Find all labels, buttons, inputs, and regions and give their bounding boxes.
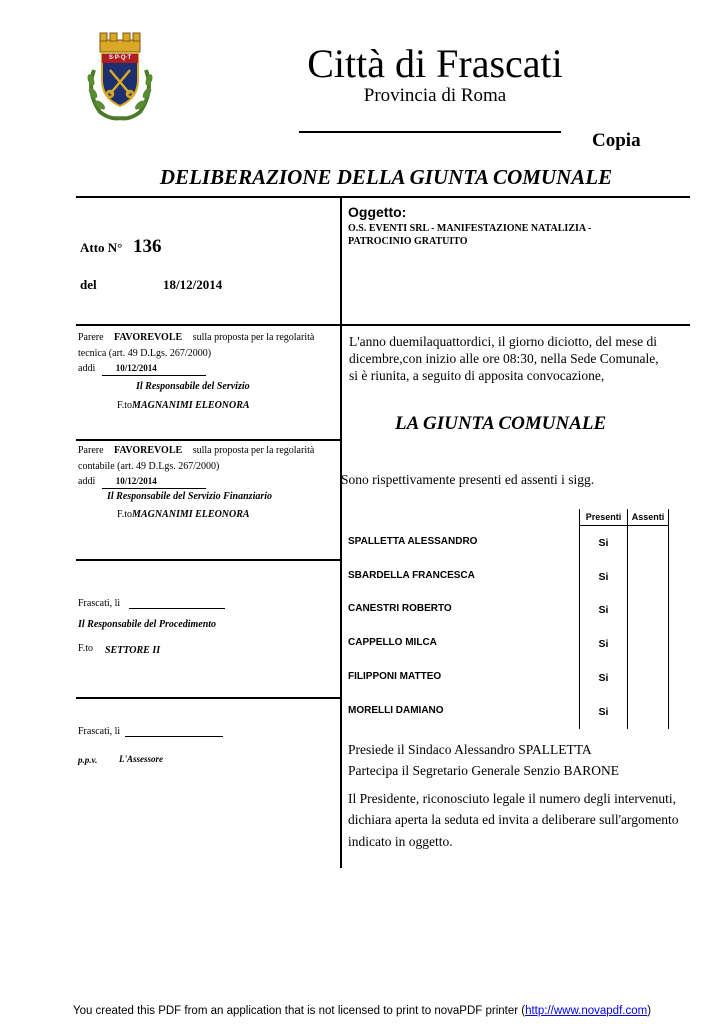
conclusion-line-1: Il Presidente, riconosciuto legale il numero degli intervenuti,: [348, 791, 677, 806]
intro-line-1: L'anno duemilaquattordici, il giorno diciotto, del mese di: [349, 334, 657, 349]
city-title: Città di Frascati: [307, 41, 563, 86]
fto-label: F.to: [117, 509, 133, 520]
member-name: FILIPPONI MATTEO: [348, 671, 442, 682]
assessore-ppv: p.p.v.: [78, 755, 98, 765]
parere-contabile-addi: [78, 475, 206, 489]
city-crest: [84, 30, 156, 122]
atto-number: 136: [133, 236, 162, 257]
responsabile-name: MAGNANIMI ELEONORA: [132, 509, 250, 520]
presiede: Presiede il Sindaco Alessandro SPALLETTA: [348, 742, 592, 757]
member-presente: Si: [598, 638, 609, 650]
del-label: del: [80, 277, 97, 292]
parere-rest: sulla proposta per la regolarità: [192, 332, 315, 343]
parere-value: FAVOREVOLE: [114, 332, 183, 343]
procedimento-frascati-li: Frascati, lì: [78, 598, 121, 609]
footer-text: You created this PDF from an application that is not licensed to print to novaPDF printer (: [72, 1005, 526, 1017]
procedimento-bottom-rule: [76, 697, 340, 699]
column-divider: [340, 196, 342, 868]
oggetto-line-2: PATROCINIO GRATUITO: [348, 236, 468, 247]
tecnico-bottom-rule: [76, 439, 340, 441]
crest-motto: S·P·Q·T: [108, 55, 132, 61]
copy-label: Copia: [592, 130, 641, 151]
atto-date: 18/12/2014: [163, 277, 223, 292]
oggetto-label: Oggetto:: [348, 204, 407, 220]
procedimento-responsabile: Il Responsabile del Procedimento: [78, 619, 217, 630]
addi-date: 10/12/2014: [102, 362, 206, 376]
parere-tecnico-responsabile: Il Responsabile del Servizio: [136, 381, 250, 392]
member-name: SPALLETTA ALESSANDRO: [348, 536, 478, 547]
addi-label: addi: [78, 363, 96, 374]
attendance-divider-right: [668, 509, 669, 729]
giunta-title: LA GIUNTA COMUNALE: [395, 413, 607, 434]
province: Provincia di Roma: [363, 85, 507, 106]
procedimento-date-line: [129, 608, 225, 609]
parere-tecnico-addi: [78, 362, 206, 376]
member-name: CANESTRI ROBERTO: [348, 603, 452, 614]
footer-notice: [0, 1004, 724, 1018]
member-presente: Si: [598, 571, 609, 583]
parere-value: FAVOREVOLE: [114, 445, 183, 456]
member-name: MORELLI DAMIANO: [348, 705, 444, 716]
presenti-intro: Sono rispettivamente presenti ed assenti i sigg.: [341, 472, 595, 487]
intro-line-3: si è riunita, a seguito di apposita convocazione,: [349, 368, 605, 383]
parere-tecnico-line-1: [78, 331, 314, 344]
attendance-divider-mid: [627, 509, 628, 729]
parere-contabile-signature: [117, 508, 250, 521]
contabile-bottom-rule: [76, 559, 340, 561]
procedimento-settore: SETTORE II: [105, 645, 161, 656]
responsabile-name: MAGNANIMI ELEONORA: [132, 400, 250, 411]
atto-label: Atto N°: [80, 240, 123, 255]
member-name: SBARDELLA FRANCESCA: [348, 570, 475, 581]
member-presente: Si: [598, 672, 609, 684]
attendance-header-rule: [579, 525, 669, 526]
header-rule: [299, 131, 561, 133]
assessore-frascati-li: Frascati, lì: [78, 726, 121, 737]
parere-contabile-responsabile: Il Responsabile del Servizio Finanziario: [107, 491, 273, 502]
top-rule: [76, 196, 690, 198]
atto-bottom-rule: [76, 324, 690, 326]
novapdf-link[interactable]: http://www.novapdf.com: [525, 1005, 648, 1017]
addi-date: 10/12/2014: [102, 475, 206, 489]
col-assenti: Assenti: [631, 512, 665, 522]
conclusion-line-3: indicato in oggetto.: [348, 834, 453, 849]
doc-title: DELIBERAZIONE DELLA GIUNTA COMUNALE: [159, 165, 613, 189]
oggetto-line-1: O.S. EVENTI SRL - MANIFESTAZIONE NATALIZIA -: [348, 223, 592, 234]
member-presente: Si: [598, 537, 609, 549]
parere-prefix: Parere: [78, 332, 104, 343]
partecipa: Partecipa il Segretario Generale Senzio BARONE: [348, 763, 620, 778]
parere-contabile-line-1: [78, 444, 314, 457]
parere-prefix: Parere: [78, 445, 104, 456]
intro-line-2: dicembre,con inizio alle ore 08:30, nella Sede Comunale,: [349, 351, 659, 366]
parere-rest: sulla proposta per la regolarità: [192, 445, 315, 456]
col-presenti: Presenti: [585, 512, 622, 522]
footer-text-end: ): [647, 1005, 652, 1017]
parere-contabile-line-2: contabile (art. 49 D.Lgs. 267/2000): [78, 461, 220, 472]
fto-label: F.to: [117, 400, 133, 411]
member-name: CAPPELLO MILCA: [348, 637, 437, 648]
procedimento-fto: F.to: [78, 643, 94, 654]
addi-label: addi: [78, 476, 96, 487]
assessore-date-line: [125, 736, 223, 737]
parere-tecnico-signature: [117, 399, 250, 412]
member-presente: Si: [598, 604, 609, 616]
assessore-label: L'Assessore: [119, 754, 164, 764]
parere-tecnico-line-2: tecnica (art. 49 D.Lgs. 267/2000): [78, 348, 212, 359]
member-presente: Si: [598, 706, 609, 718]
conclusion-line-2: dichiara aperta la seduta ed invita a deliberare sull'argomento: [348, 812, 679, 827]
